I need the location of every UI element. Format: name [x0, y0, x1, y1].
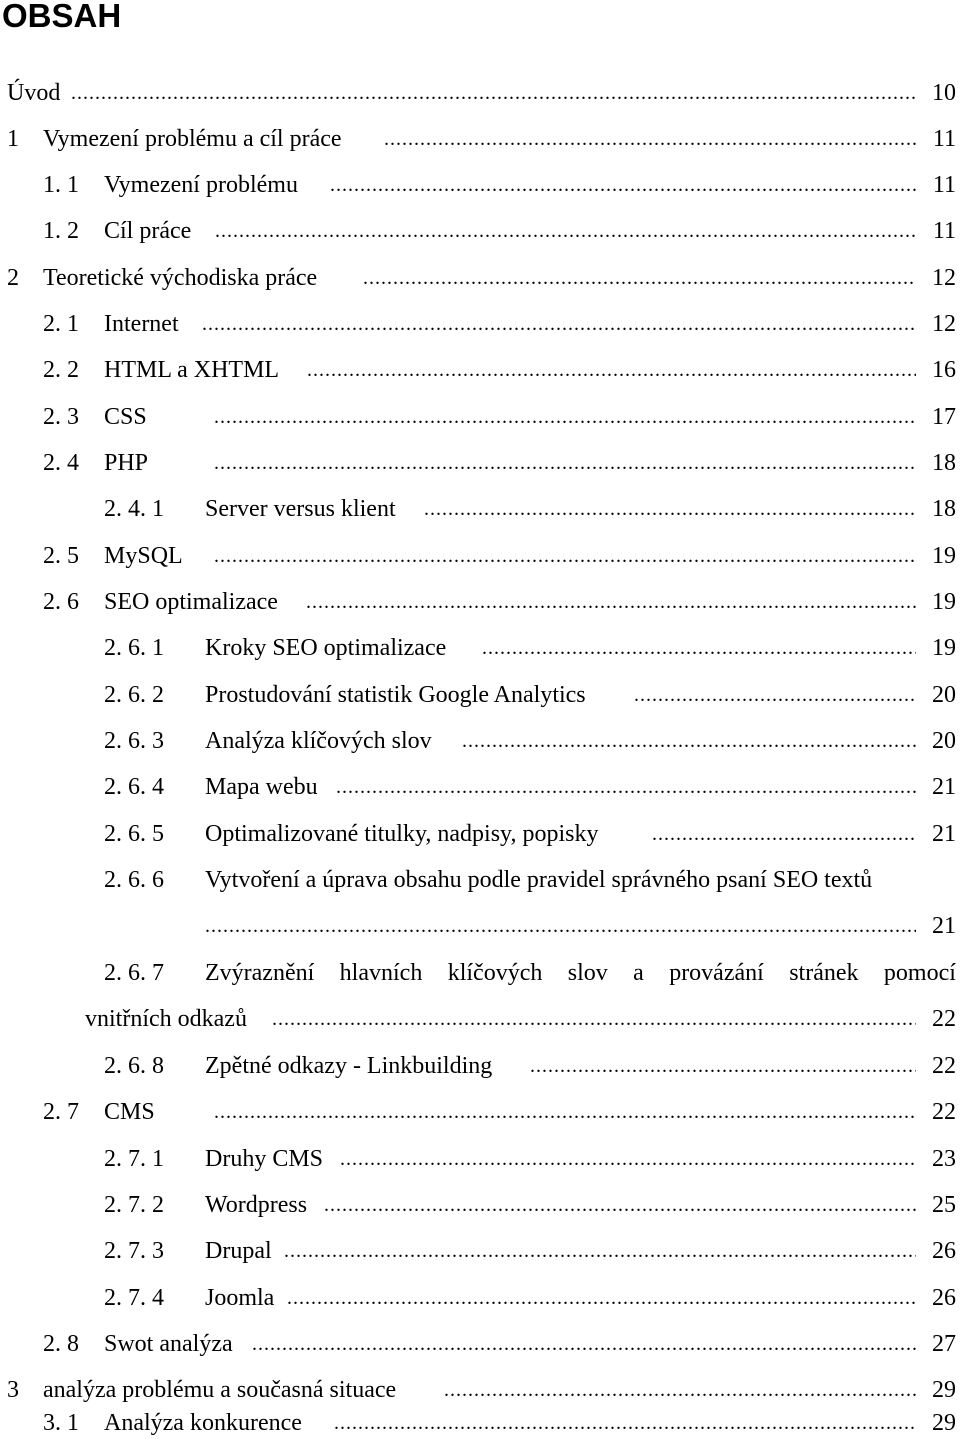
dot-leader: [324, 1189, 916, 1221]
toc-label: Druhy CMS: [205, 1146, 324, 1172]
toc-number: 1: [7, 126, 19, 152]
toc-page: 16: [932, 357, 956, 383]
toc-number: 1. 1: [43, 172, 79, 198]
dot-leader: [214, 401, 916, 433]
toc-page: 17: [932, 404, 956, 430]
toc-number: 1. 2: [43, 218, 79, 244]
toc-entry-2-4[interactable]: [0, 447, 956, 479]
toc-page: 27: [932, 1331, 956, 1357]
toc-entry-2-7-2[interactable]: [0, 1189, 956, 1221]
toc-label: Vymezení problému a cíl práce: [43, 126, 342, 152]
toc-label: Swot analýza: [104, 1331, 233, 1357]
toc-label: Teoretické východiska práce: [43, 265, 318, 291]
toc-entry-2-5[interactable]: [0, 540, 956, 572]
toc-entry-2-6-4[interactable]: [0, 771, 956, 803]
dot-leader: [272, 1003, 916, 1035]
toc-label: Wordpress: [205, 1192, 308, 1218]
toc-label-word: a: [633, 960, 644, 986]
toc-number: 2. 3: [43, 404, 79, 430]
toc-entry-1-2[interactable]: [0, 215, 956, 247]
toc-entry-2-6-2[interactable]: [0, 679, 956, 711]
dot-leader: [530, 1050, 916, 1082]
toc-page: 19: [932, 543, 956, 569]
toc-label: vnitřních odkazů: [85, 1006, 247, 1032]
toc-entry-2-7-3[interactable]: [0, 1235, 956, 1267]
toc-label: HTML a XHTML: [104, 357, 280, 383]
toc-page: 29: [932, 1377, 956, 1403]
toc-label: Internet: [104, 311, 179, 337]
dot-leader: [363, 262, 916, 294]
toc-label: SEO optimalizace: [104, 589, 278, 615]
toc-label: Analýza klíčových slov: [205, 728, 432, 754]
toc-number: 2. 5: [43, 543, 79, 569]
toc-entry-2-8[interactable]: [0, 1328, 956, 1360]
toc-page: 22: [932, 1099, 956, 1125]
toc-page: 20: [932, 728, 956, 754]
toc-number: 2. 6. 2: [104, 682, 164, 708]
toc-page: 12: [932, 311, 956, 337]
dot-leader: [462, 725, 916, 757]
toc-label: MySQL: [104, 543, 183, 569]
toc-entry-2-6-6-cont[interactable]: [0, 910, 956, 942]
toc-number: 2. 6. 1: [104, 635, 164, 661]
toc-entry-2-2[interactable]: [0, 354, 956, 386]
toc-number: 2. 6: [43, 589, 79, 615]
toc-number: 2. 1: [43, 311, 79, 337]
toc-label: CSS: [104, 404, 147, 430]
toc-label: Kroky SEO optimalizace: [205, 635, 447, 661]
toc-page: 26: [932, 1285, 956, 1311]
toc-label: Analýza konkurence: [104, 1410, 302, 1436]
dot-leader: [444, 1374, 916, 1406]
dot-leader: [482, 632, 916, 664]
dot-leader: [330, 169, 916, 201]
toc-number: 2. 7. 3: [104, 1238, 164, 1264]
toc-entry-2-6-1[interactable]: [0, 632, 956, 664]
dot-leader: [214, 1096, 916, 1128]
dot-leader: [214, 447, 916, 479]
toc-label: Server versus klient: [205, 496, 396, 522]
toc-page: 11: [932, 172, 956, 198]
toc-number: 2. 4: [43, 450, 79, 476]
toc-number: 2. 8: [43, 1331, 79, 1357]
toc-page: 11: [932, 126, 956, 152]
toc-number: 2. 7. 4: [104, 1285, 164, 1311]
toc-entry-2[interactable]: [0, 262, 956, 294]
toc-page: 20: [932, 682, 956, 708]
toc-number: 2. 7. 2: [104, 1192, 164, 1218]
toc-entry-2-6-6[interactable]: [0, 864, 956, 896]
toc-number: 2. 6. 7: [104, 960, 164, 986]
toc-label: analýza problému a současná situace: [43, 1377, 397, 1403]
toc-page: 22: [932, 1006, 956, 1032]
toc-label: Joomla: [205, 1285, 275, 1311]
toc-entry-2-7-4[interactable]: [0, 1282, 956, 1314]
toc-entry-1[interactable]: [0, 123, 956, 155]
dot-leader: [306, 586, 916, 618]
toc-page: 23: [932, 1146, 956, 1172]
dot-leader: [384, 123, 916, 155]
toc-entry-3-1[interactable]: [0, 1407, 956, 1439]
toc-label-word: stránek: [789, 960, 859, 986]
dot-leader: [215, 215, 916, 247]
dot-leader: [424, 493, 916, 525]
toc-label: Vymezení problému: [104, 172, 298, 198]
toc-number: 3. 1: [43, 1410, 79, 1436]
dot-leader: [334, 1407, 916, 1439]
toc-number: 2: [7, 265, 19, 291]
dot-leader: [205, 910, 916, 942]
toc-page: 12: [932, 265, 956, 291]
toc-entry-2-7-1[interactable]: [0, 1143, 956, 1175]
toc-label-word: slov: [567, 960, 608, 986]
toc-page: 21: [932, 821, 956, 847]
toc-label: Vytvoření a úprava obsahu podle pravidel správného psaní SEO textů: [205, 867, 873, 893]
toc-page: 21: [932, 774, 956, 800]
table-of-contents: [0, 77, 960, 1438]
toc-label: Zpětné odkazy - Linkbuilding: [205, 1053, 493, 1079]
dot-leader: [287, 1282, 916, 1314]
dot-leader: [252, 1328, 916, 1360]
dot-leader: [336, 771, 916, 803]
toc-label-word: hlavních: [339, 960, 423, 986]
dot-leader: [634, 679, 916, 711]
toc-page: 22: [932, 1053, 956, 1079]
toc-entry-uvod[interactable]: [0, 77, 956, 109]
toc-entry-2-7[interactable]: [0, 1096, 956, 1128]
toc-page: 18: [932, 450, 956, 476]
toc-entry-2-6-3[interactable]: [0, 725, 956, 757]
toc-label: Optimalizované titulky, nadpisy, popisky: [205, 821, 599, 847]
toc-label: Prostudování statistik Google Analytics: [205, 682, 586, 708]
dot-leader: [307, 354, 916, 386]
toc-entry-2-6-7-cont[interactable]: [0, 1003, 956, 1035]
toc-number: 2. 6. 6: [104, 867, 164, 893]
toc-entry-2-6-5[interactable]: [0, 818, 956, 850]
toc-label: PHP: [104, 450, 149, 476]
toc-page: 19: [932, 635, 956, 661]
toc-number: 2. 7. 1: [104, 1146, 164, 1172]
toc-page: 25: [932, 1192, 956, 1218]
toc-label: CMS: [104, 1099, 155, 1125]
toc-page: 19: [932, 589, 956, 615]
toc-number: 3: [7, 1377, 19, 1403]
toc-number: 2. 2: [43, 357, 79, 383]
toc-entry-2-6-7[interactable]: [0, 957, 956, 989]
toc-entry-2-1[interactable]: [0, 308, 956, 340]
toc-entry-1-1[interactable]: [0, 169, 956, 201]
toc-entry-2-6-8[interactable]: [0, 1050, 956, 1082]
toc-entry-2-6[interactable]: [0, 586, 956, 618]
dot-leader: [652, 818, 916, 850]
toc-label: Mapa webu: [205, 774, 318, 800]
toc-label-word: pomocí: [883, 960, 956, 986]
toc-label-word: provázání: [669, 960, 764, 986]
toc-entry-2-3[interactable]: [0, 401, 956, 433]
toc-label-word: Zvýraznění: [205, 960, 315, 986]
toc-number: 2. 4. 1: [104, 496, 164, 522]
dot-leader: [202, 308, 916, 340]
toc-page: 29: [932, 1410, 956, 1436]
toc-number: 2. 6. 8: [104, 1053, 164, 1079]
toc-number: 2. 7: [43, 1099, 79, 1125]
toc-label: Úvod: [7, 80, 61, 106]
toc-label: Drupal: [205, 1238, 272, 1264]
dot-leader: [214, 540, 916, 572]
toc-page: 21: [932, 913, 956, 939]
toc-entry-3[interactable]: [0, 1374, 956, 1406]
toc-page: 11: [932, 218, 956, 244]
toc-label: Cíl práce: [104, 218, 192, 244]
toc-label-word: klíčových: [447, 960, 543, 986]
dot-leader: [71, 77, 916, 109]
toc-page: 26: [932, 1238, 956, 1264]
dot-leader: [284, 1235, 916, 1267]
dot-leader: [340, 1143, 916, 1175]
toc-number: 2. 6. 5: [104, 821, 164, 847]
toc-number: 2. 6. 4: [104, 774, 164, 800]
toc-entry-2-4-1[interactable]: [0, 493, 956, 525]
toc-page: 18: [932, 496, 956, 522]
toc-label-justified: [205, 957, 956, 989]
toc-page: 10: [932, 80, 956, 106]
toc-number: 2. 6. 3: [104, 728, 164, 754]
page-title: OBSAH: [2, 0, 122, 34]
